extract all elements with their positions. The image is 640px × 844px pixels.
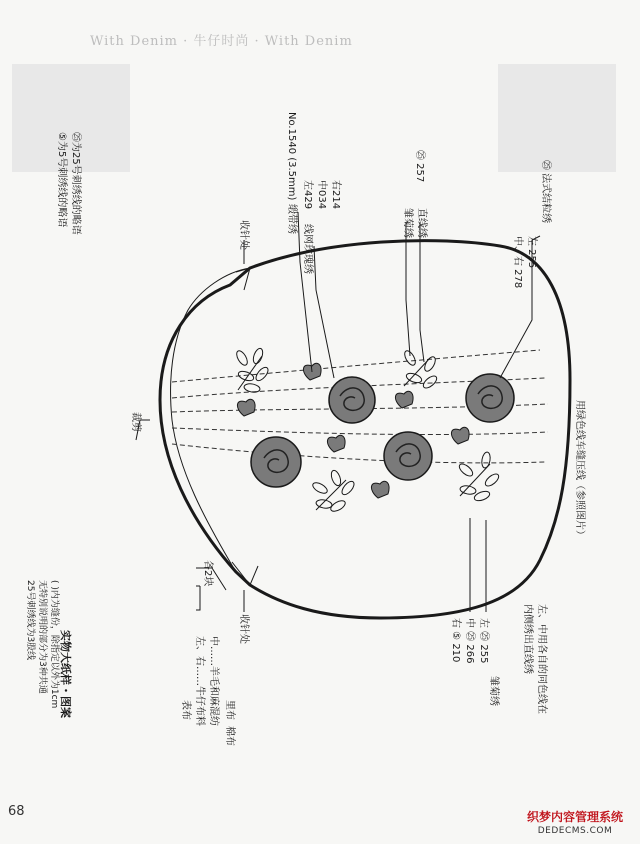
ghost-header: With Denim · 牛仔时尚 · With Denim: [90, 34, 353, 49]
rose-motif-1: [329, 377, 375, 423]
rose-right-color: 右214: [330, 180, 341, 210]
ribbon-spec: No.1540 (3.5mm): [286, 112, 297, 201]
rose-motif-3: [251, 437, 301, 487]
daisy-right-color: 右 ⑤ 210: [450, 618, 461, 663]
outer-fabric-lr: 左、右……牛仔布料: [194, 636, 205, 726]
note-thread-strands: 25号刺绣线为3股线: [25, 580, 35, 661]
note-25-thread: ㉕为25号刺绣线的略语: [70, 132, 81, 235]
dart-label-top: 收针处: [238, 220, 249, 250]
inner-straight-note-2: 内侧绣出直线绣: [522, 604, 533, 674]
seam-allowance-line: [171, 268, 250, 572]
note-common-parts: 无特别说明的部分为3种共通: [37, 580, 47, 694]
french-knot-mid-right: 中、右 278: [512, 236, 523, 289]
bag-pattern-outline: [160, 241, 570, 618]
outer-fabric-mid: 中……羊毛和麻混纺: [208, 636, 219, 726]
pattern-title: 实物大纸样・图案: [59, 630, 72, 718]
daisy-mid-color: 中 ㉕ 266: [464, 618, 475, 664]
outer-fabric-label: 表布: [180, 700, 191, 720]
watermark-domain: DEDECMS.COM: [537, 826, 613, 836]
daisy-left-color: 左 ㉕ 255: [478, 618, 489, 664]
page-number: 68: [8, 804, 25, 819]
daisy-stitch-bottom: 雏菊绣: [488, 676, 499, 706]
watermark-cn: 织梦内容管理系统: [526, 810, 623, 824]
daisy-stitch-top: 雏菊绣: [402, 208, 413, 238]
woven-rose-label: 线网玫瑰绣: [302, 224, 313, 274]
cut-line-label: 裁剪: [130, 412, 141, 432]
cut-quantity: 各2块: [202, 560, 213, 587]
french-knot-left: 左 255: [526, 236, 537, 269]
rose-motif-4: [384, 432, 432, 480]
rose-mid-color: 中034: [316, 180, 327, 210]
rose-left-color: 左429: [302, 180, 313, 210]
inner-straight-note-1: 左、中用各自的同色线在: [536, 604, 547, 714]
lining-fabric-label: 里布: [224, 700, 235, 720]
topstitch-note: 用绿色线车缝压线（参照图片）: [574, 400, 585, 540]
lining-fabric-value: 棉布: [224, 726, 235, 746]
note-5-thread: ⑤为5号刺绣线的略语: [56, 132, 67, 228]
fabric-bracket: [196, 586, 200, 610]
ribbon-embroidery-label: 缎带绣: [286, 204, 297, 234]
french-knot-label: ㉕ 法式结粒绣: [540, 160, 551, 224]
dart-label-bottom: 收针处: [238, 614, 249, 644]
note-seam-allowance: ( )内为缝份，除指定以外为1cm: [49, 580, 59, 709]
straight-stitch-top: 直线绣: [416, 208, 427, 238]
rose-motif-2: [466, 374, 514, 422]
leaf-thread-code: ㉕ 257: [414, 150, 425, 183]
site-watermark: [516, 810, 634, 837]
